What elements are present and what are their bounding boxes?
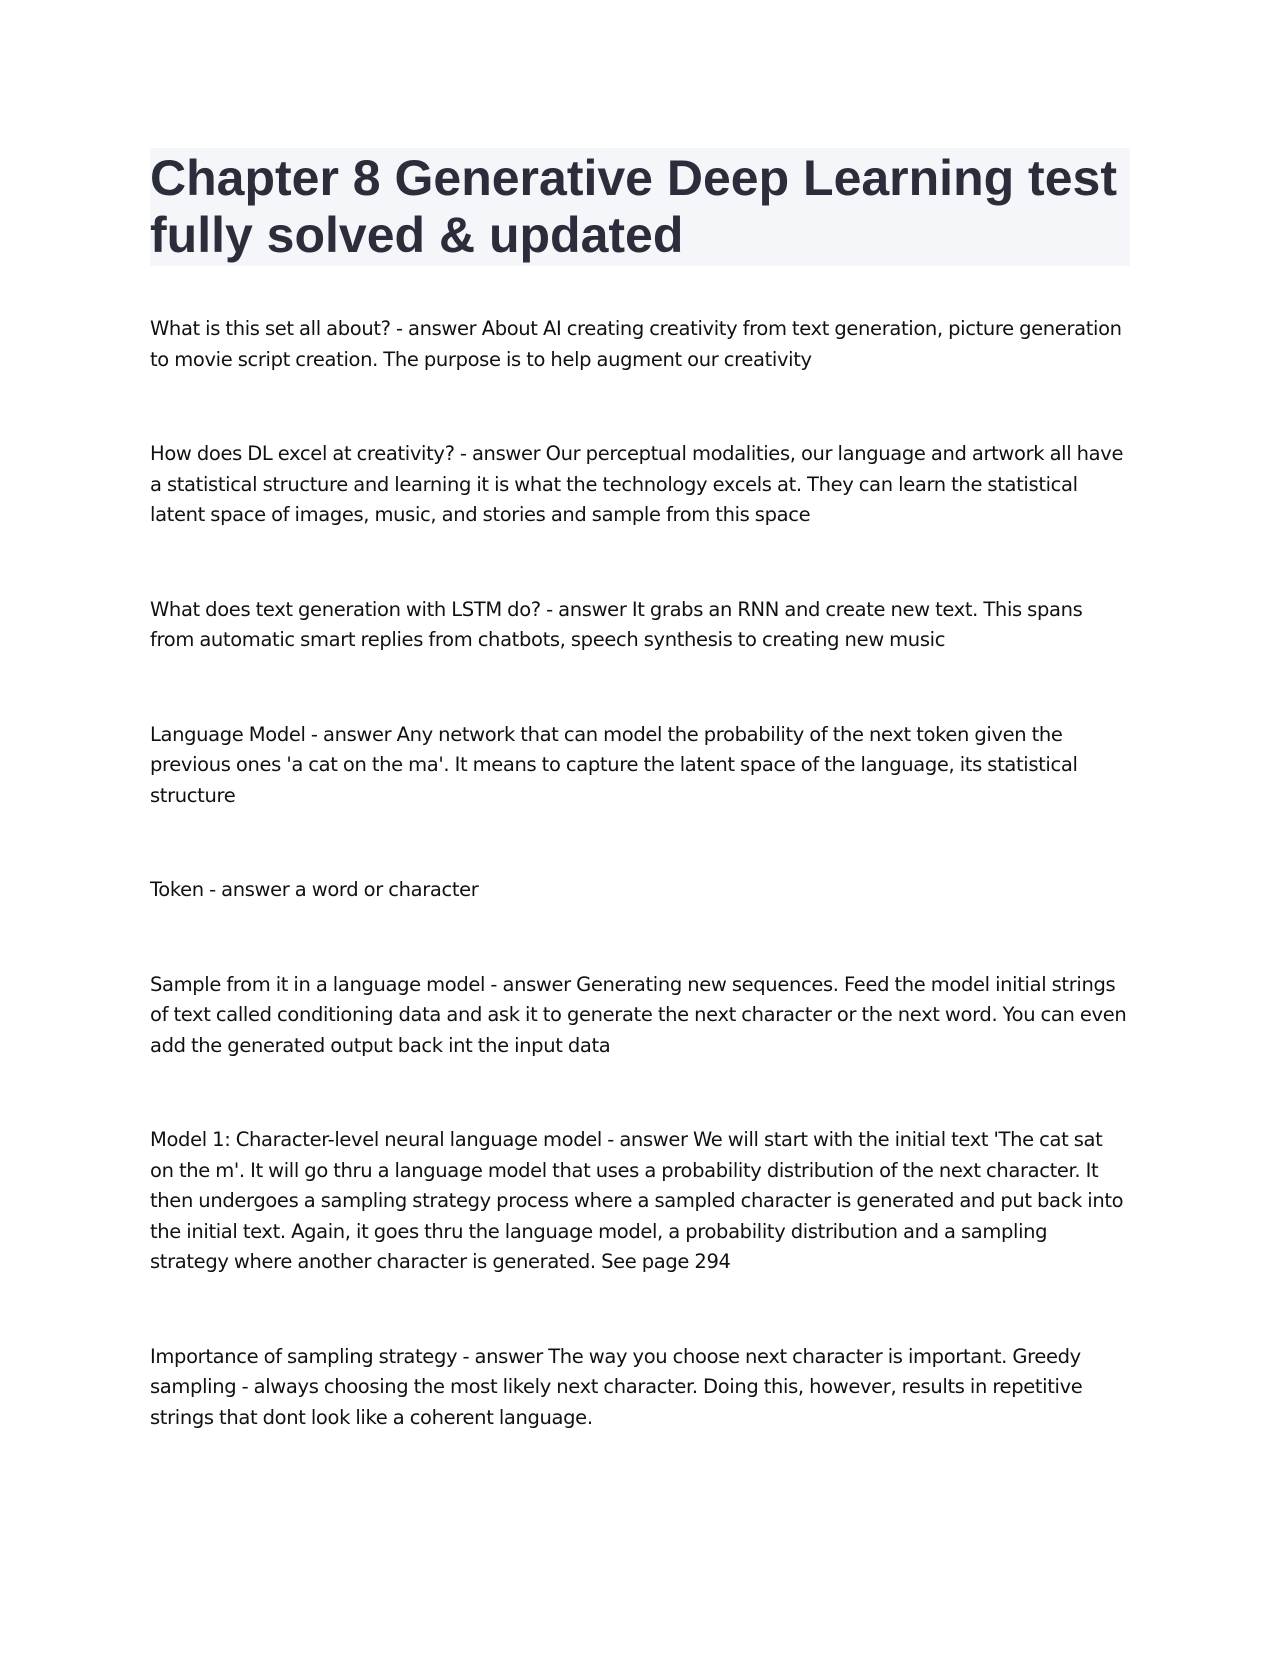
document-title: Chapter 8 Generative Deep Learning test fully solved & updated — [150, 150, 1117, 263]
title-block — [150, 148, 1130, 266]
document-page — [150, 148, 1130, 1497]
qa-item-set-about: What is this set all about? - answer About AI creating creativity from text generation, picture generation to movie script creation. The purpose is to help augment our creativity — [150, 317, 1122, 371]
qa-item-language-model: Language Model - answer Any network that can model the probability of the next token given the previous ones 'a cat on the ma'. It means to capture the latent space of the language, its statistical structure — [150, 722, 1078, 807]
qa-item-dl-creativity: How does DL excel at creativity? - answer Our perceptual modalities, our language and artwork all have a statistical structure and learning it is what the technology excels at. They can learn the statistical latent space of images, music, and stories and sample from this space — [150, 442, 1124, 526]
qa-item-sampling-strategy: Importance of sampling strategy - answer The way you choose next character is important. Greedy sampling - always choosing the most likely next character. Doing this, however, results in repetitive strings that dont look like a coherent language. — [150, 1344, 1083, 1429]
qa-item-character-level-model: Model 1: Character-level neural language model - answer We will start with the initial text 'The cat sat on the m'. It will go thru a language model that uses a probability distribution of the next character. It then undergoes a sampling strategy process where a sampled character is generated and put back into the initial text. Again, it goes thru the language model, a probability distribution and a sampling strategy where another character is generated. See page 294 — [150, 1128, 1124, 1273]
qa-item-sampling: Sample from it in a language model - answer Generating new sequences. Feed the model initial strings of text called conditioning data and ask it to generate the next character or the next word. You can even add the generated output back int the input data — [150, 972, 1127, 1057]
qa-item-token: Token - answer a word or character — [150, 878, 479, 901]
qa-item-lstm-text-generation: What does text generation with LSTM do? - answer It grabs an RNN and create new text. This spans from automatic smart replies from chatbots, speech synthesis to creating new music — [150, 597, 1083, 651]
